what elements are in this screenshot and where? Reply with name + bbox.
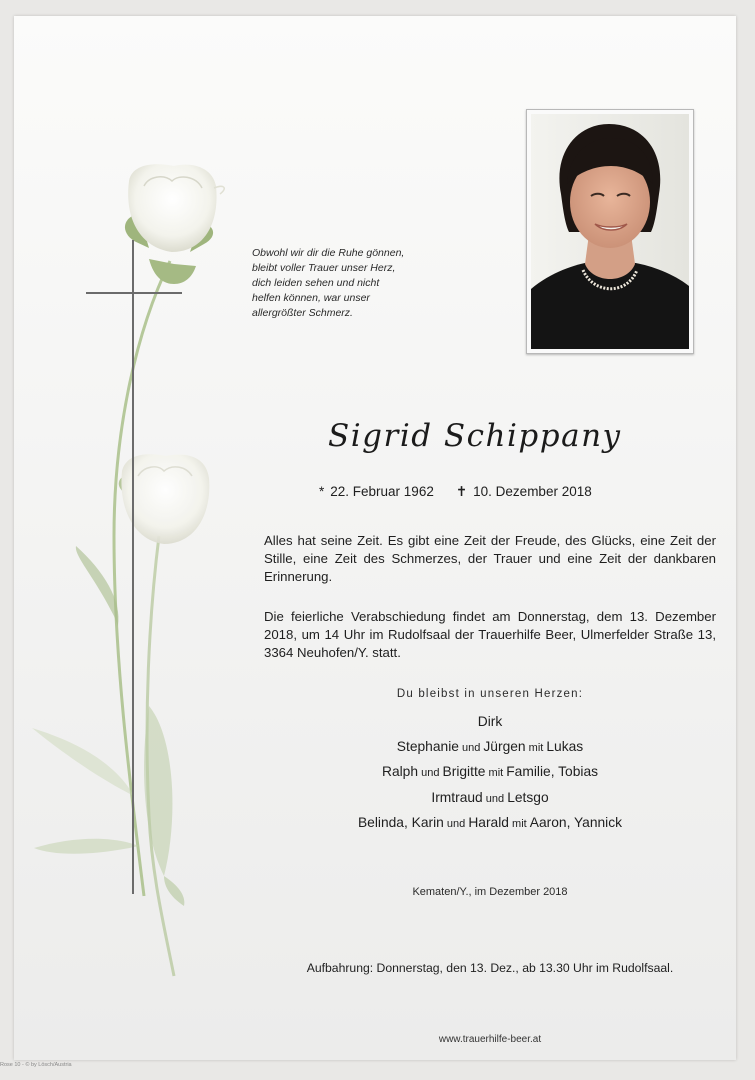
family-line <box>264 786 716 812</box>
death-date: 10. Dezember 2018 <box>473 484 592 499</box>
family-connector: mit <box>508 818 530 830</box>
family-connector: und <box>458 741 484 754</box>
family-names: Lukas <box>546 738 584 754</box>
portrait-photo <box>531 114 689 349</box>
poem-line: dich leiden sehen und nicht <box>252 277 380 289</box>
family-connector: und <box>443 818 469 830</box>
family-line <box>264 710 716 735</box>
obituary-sheet <box>14 16 736 1060</box>
remember-heading: Du bleibst in unseren Herzen: <box>396 688 584 700</box>
family-names: Belinda, Karin <box>357 815 444 830</box>
birth-date: 22. Februar 1962 <box>330 484 434 499</box>
family-names: Ralph <box>381 764 419 779</box>
birth-symbol: * <box>319 484 325 499</box>
family-names: Aaron, Yannick <box>529 815 623 830</box>
place-date: Kematen/Y., im Dezember 2018 <box>412 886 568 898</box>
family-names: Jürgen <box>483 738 526 754</box>
family-line <box>264 811 716 837</box>
quote-paragraph: Alles hat seine Zeit. Es gibt eine Zeit der Freude, des Glücks, eine Zeit der Stille, eine Zeit des Schmerzes, der Trauer und eine Zeit der dankbaren Erinnerung. <box>264 533 716 584</box>
family-connector: und <box>482 792 508 805</box>
family-list <box>264 710 716 837</box>
family-names: Stephanie <box>396 738 459 754</box>
family-names: Familie, Tobias <box>506 764 599 779</box>
poem-line: bleibt voller Trauer unser Herz, <box>252 262 396 274</box>
cross-icon: ✝ <box>455 484 468 499</box>
viewing-notice: Aufbahrung: Donnerstag, den 13. Dez., ab 13.30 Uhr im Rudolfsaal. <box>306 961 674 975</box>
family-names: Harald <box>468 815 509 830</box>
family-names: Letsgo <box>507 789 549 805</box>
poem-line: Obwohl wir dir die Ruhe gönnen, <box>252 247 405 259</box>
poem-line: allergrößter Schmerz. <box>252 307 353 319</box>
white-rose-icon <box>14 16 274 1056</box>
family-line <box>264 760 716 786</box>
cross-icon-bar <box>86 292 182 294</box>
family-names: Dirk <box>477 714 503 729</box>
family-connector: mit <box>485 767 507 779</box>
image-credit: Rose 10 - © by Lösch/Austria <box>0 1062 72 1068</box>
family-names: Brigitte <box>442 764 486 779</box>
family-names: Irmtraud <box>431 789 483 805</box>
life-dates <box>319 484 649 500</box>
family-connector: und <box>418 767 443 779</box>
poem-line: helfen können, war unser <box>252 292 370 304</box>
cross-icon <box>132 240 134 894</box>
poem <box>252 246 452 321</box>
family-line <box>264 735 716 761</box>
deceased-name: Sigrid Schippany <box>328 418 622 454</box>
ceremony-paragraph: Die feierliche Verabschiedung findet am Donnerstag, dem 13. Dezember 2018, um 14 Uhr im Rudolfsaal der Trauerhilfe Beer, Ulmerfelder Straße 13, 3364 Neuhofen/Y. statt. <box>264 609 716 660</box>
portrait-frame <box>526 109 694 354</box>
portrait-image <box>531 114 689 349</box>
family-connector: mit <box>525 741 547 754</box>
website-link[interactable]: www.trauerhilfe-beer.at <box>438 1034 542 1045</box>
